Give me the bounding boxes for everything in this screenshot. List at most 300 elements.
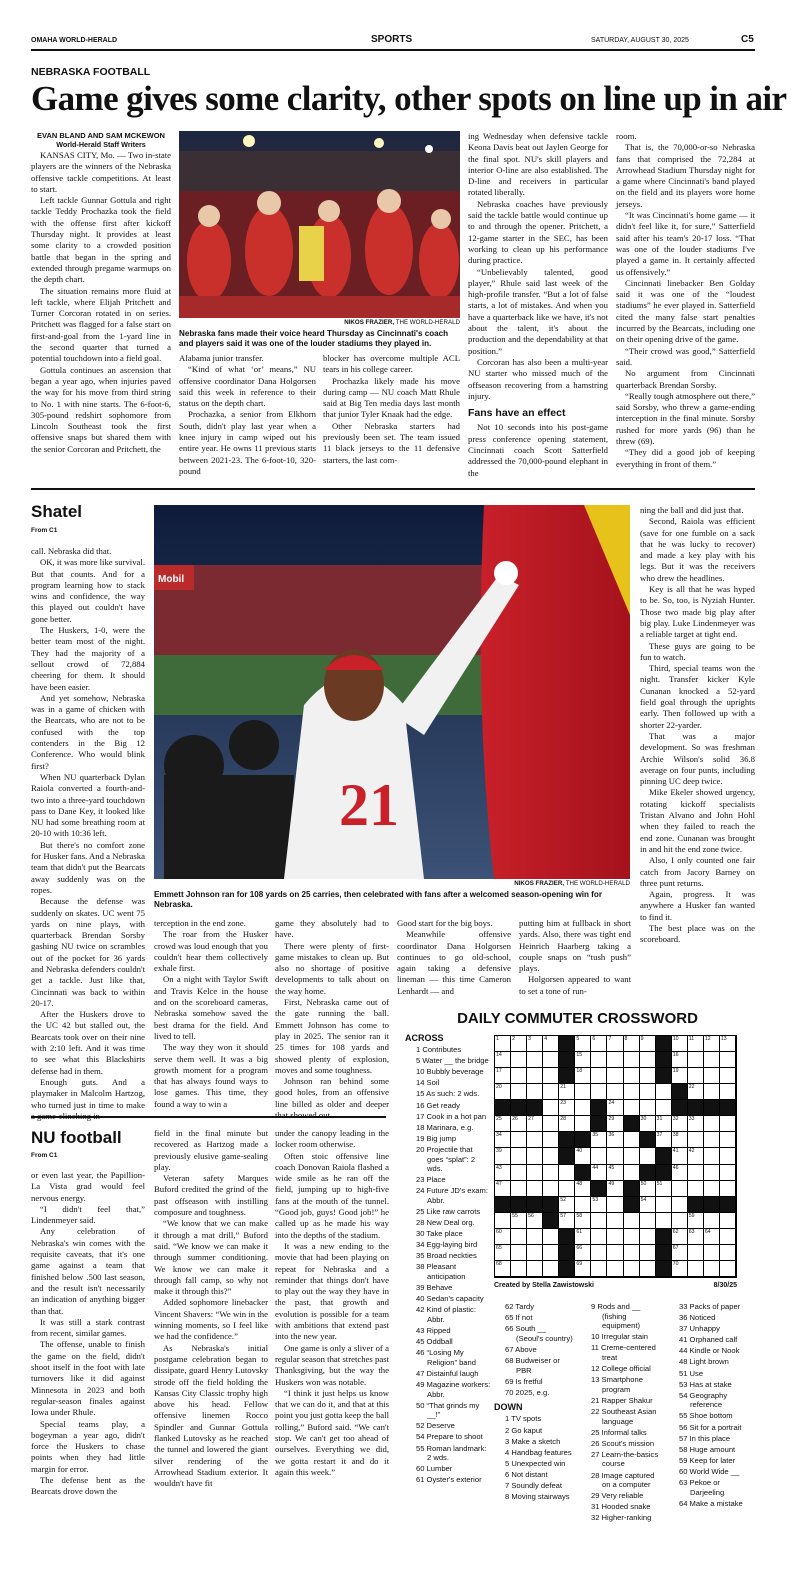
crossword-cell[interactable]: 14	[495, 1052, 511, 1068]
crossword-cell[interactable]: 16	[672, 1052, 688, 1068]
crossword-cell[interactable]	[640, 1245, 656, 1261]
crossword-cell[interactable]	[543, 1132, 559, 1148]
crossword-cell[interactable]	[624, 1100, 640, 1116]
crossword-cell[interactable]: 54	[640, 1197, 656, 1213]
crossword-cell[interactable]: 18	[575, 1068, 591, 1084]
crossword-black-square	[559, 1132, 575, 1148]
crossword-cell[interactable]	[543, 1181, 559, 1197]
crossword-cell[interactable]: 11	[688, 1036, 704, 1052]
crossword-cell[interactable]	[704, 1213, 720, 1229]
crossword-cell[interactable]	[720, 1116, 736, 1132]
crossword-cell[interactable]	[720, 1068, 736, 1084]
crossword-cell[interactable]	[720, 1084, 736, 1100]
crossword-black-square	[656, 1245, 672, 1261]
top-photo-credit: NIKOS FRAZIER, THE WORLD-HERALD	[344, 319, 460, 326]
crossword-black-square	[559, 1261, 575, 1277]
down-clue: 28 Image captured on a computer	[591, 1470, 655, 1490]
down-clue: 11 Creme-centered treat	[591, 1343, 656, 1362]
crossword-cell[interactable]: 56	[527, 1213, 543, 1229]
crossword-black-square	[559, 1229, 575, 1245]
crossword-cell[interactable]	[511, 1261, 527, 1277]
crossword-down-clues-2	[580, 1302, 664, 1572]
down-clue: 36 Noticed	[679, 1313, 716, 1323]
crossword-cell[interactable]	[704, 1068, 720, 1084]
crossword-cell[interactable]	[527, 1068, 543, 1084]
crossword-black-square	[575, 1132, 591, 1148]
crossword-cell[interactable]	[704, 1165, 720, 1181]
crossword-black-square	[591, 1116, 607, 1132]
shatel-column-5: putting him at fullback in short yards. Also, there was tight end Heinrich Haarberg taking a couple snaps on “tush push” plays. Holgorsen appeared to want to set a tone of run-	[519, 918, 631, 996]
crossword-cell[interactable]	[575, 1197, 591, 1213]
crossword-cell[interactable]: 60	[495, 1229, 511, 1245]
page-header	[31, 34, 755, 48]
crossword-cell[interactable]: 33	[688, 1116, 704, 1132]
crossword-cell[interactable]: 28	[559, 1116, 575, 1132]
crossword-cell[interactable]	[559, 1181, 575, 1197]
crossword-cell[interactable]: 63	[688, 1229, 704, 1245]
crossword-cell[interactable]	[672, 1181, 688, 1197]
crossword-black-square	[559, 1068, 575, 1084]
player-celebration-illustration	[154, 505, 630, 879]
across-clue: 68 Budweiser or PBR	[505, 1355, 560, 1375]
crossword-black-square	[704, 1100, 720, 1116]
crossword-cell[interactable]: 50	[640, 1181, 656, 1197]
crossword-cell[interactable]	[511, 1165, 527, 1181]
crossword-grid[interactable]	[494, 1035, 737, 1278]
crossword-cell[interactable]: 46	[672, 1165, 688, 1181]
crossword-cell[interactable]: 35	[591, 1132, 607, 1148]
shatel-photo-emmett-johnson	[154, 505, 630, 879]
crossword-cell[interactable]	[640, 1229, 656, 1245]
down-clue: 56 Sit for a portrait	[679, 1422, 742, 1432]
crossword-black-square	[640, 1165, 656, 1181]
crossword-cell[interactable]: 39	[495, 1148, 511, 1164]
crossword-cell[interactable]	[720, 1052, 736, 1068]
shatel-photo-caption: Emmett Johnson ran for 108 yards on 25 carries, then celebrated with fans after a welcomed season-opening win for Nebraska.	[154, 890, 602, 910]
crossword-cell[interactable]	[704, 1132, 720, 1148]
crossword-cell[interactable]: 20	[495, 1084, 511, 1100]
down-clue: 55 Shoe bottom	[679, 1411, 733, 1421]
crossword-cell[interactable]: 25	[495, 1116, 511, 1132]
crossword-cell[interactable]	[640, 1148, 656, 1164]
crossword-cell[interactable]: 40	[575, 1148, 591, 1164]
down-clue: 13 Smartphone program	[591, 1375, 643, 1394]
crossword-cell[interactable]	[704, 1116, 720, 1132]
crossword-cell[interactable]	[720, 1148, 736, 1164]
crossword-cell[interactable]	[624, 1229, 640, 1245]
crossword-black-square	[543, 1213, 559, 1229]
across-clue: 47 Distainful laugh	[416, 1368, 479, 1378]
crossword-cell[interactable]	[607, 1261, 623, 1277]
down-clue: 51 Use	[679, 1368, 704, 1378]
crossword-cell[interactable]	[495, 1213, 511, 1229]
crossword-cell[interactable]	[591, 1245, 607, 1261]
shatel-column-1: call. Nebraska did that. OK, it was more like survival. But that counts. And for a program learning how to stack wins and confidence, the way this played out couldn't have gone better. The Huskers, 1-0, were the better team most of the night. They had the majority of a sellout crowd of 72,884 cheering for them. It should have been easier. And yet somehow, Nebraska was in a game of chicken with the Bearcats, who are not to be confused with the top contenders in the Big 12 Conference. Who would blink first? When NU quarterback Dylan Raiola converted a fourth-and-two into a three-yard touchdown pass to Dane Key, it looked like NU had some breathing room at 20-10 with 10:36 left. But there's no comfort zone for Husker fans. And a Nebraska team that didn't put the Bearcats away suddenly was on the ropes. Because the defense was suddenly on skates. UC went 75 yards on nine plays, with quarterback Brendan Sorsby gashing NU twice on scrambles out of the pocket for 36 yards and Nebraska defenders couldn't get a tackle. Just like that, Cincinnati was back to within 20-17. After the Huskers drove to the UC 42 but stalled out, the Bearcats took over on their nine with 2:10 left. And it was time to see what this Blackshirts defense had in them. Enough guts. And a playmaker in Malcolm Hartzog, who turned just in time to make	[31, 546, 145, 1110]
across-clue: 15 As such: 2 wds.	[416, 1089, 480, 1099]
crossword-cell[interactable]: 27	[527, 1116, 543, 1132]
crossword-cell[interactable]	[575, 1100, 591, 1116]
crossword-cell[interactable]	[624, 1213, 640, 1229]
top-story-column-4: ing Wednesday when defensive tackle Keona Davis beat out Jaylen George for the final spot. NU's skill players and interior O-line are also established. The D-line and receivers in particular rotated liberally. Nebraska coaches have previously said the tackle battle would continue up to and through the opener. Pritchett, a 12-game starter in the SEC, has been working to clean up his performance during practice. “Unbelievably talented, good player,” Rhule said last week of the high-profile transfer. “But a lot of false starts, a lot of mistakes. And when you have a quarterback like we have, it's not about the talent, it's about the production and the dependability at that position.” Corcoran has also been a multi-year NU starter who missed much of the offseason recovering from a hamstring injury. Fans have an effect Not 10 seconds into his post-game press conference opening statement, Cincinnati coach Scott Satterfield addressed the 70,000-pound elephant in the	[468, 131, 608, 478]
across-clue: 34 Egg-laying bird	[416, 1240, 478, 1250]
crossword-cell[interactable]	[575, 1116, 591, 1132]
across-clue: 24 Future JD's exam: Abbr.	[416, 1186, 488, 1205]
crossword-cell[interactable]: 70	[672, 1261, 688, 1277]
jersey-number: 21	[339, 772, 399, 838]
crossword-cell[interactable]	[704, 1052, 720, 1068]
nufootball-column-1: or even last year, the Papillion-La Vista grad would feel nervous energy. “I didn't feel that,” Lindenmeyer said. Any celebration of Nebraska's win comes with the requisite caveats, that it's one game against a team that finished below .500 last season, and the result isn't necessarily an indication of anything bigger than that. It was still a stark contrast from recent, similar games. The offense, unable to finish the game on the field, didn't shoot itself in the foot with late turnovers like it did against Minnesota in 2023 and both regular-season finales against Iowa under Rhule. Special teams play, a bogeyman a year ago, didn't force the Huskers to chase points when they had little margin for error. The defense bent as the Bearcats drove down the	[31, 1170, 145, 1497]
across-clue: 60 Lumber	[416, 1464, 453, 1474]
crossword-cell[interactable]	[543, 1245, 559, 1261]
crossword-cell[interactable]: 22	[688, 1084, 704, 1100]
down-clue: 25 Informal talks	[591, 1427, 647, 1437]
crossword-cell[interactable]	[704, 1245, 720, 1261]
crossword-cell[interactable]: 17	[495, 1068, 511, 1084]
crossword-black-square	[559, 1245, 575, 1261]
crossword-cell[interactable]	[607, 1213, 623, 1229]
crossword-across-clues-continued	[494, 1302, 574, 1572]
crossword-cell[interactable]: 52	[559, 1197, 575, 1213]
crossword-cell[interactable]: 8	[624, 1036, 640, 1052]
crossword-cell[interactable]	[527, 1261, 543, 1277]
down-clue: 12 College official	[591, 1364, 651, 1374]
crossword-cell[interactable]	[640, 1084, 656, 1100]
crossword-cell[interactable]: 59	[688, 1213, 704, 1229]
crossword-cell[interactable]	[624, 1245, 640, 1261]
crossword-cell[interactable]: 67	[672, 1245, 688, 1261]
crossword-black-square	[640, 1132, 656, 1148]
crossword-cell[interactable]	[511, 1132, 527, 1148]
down-clue: 44 Kindle or Nook	[679, 1346, 740, 1356]
crossword-cell[interactable]	[688, 1132, 704, 1148]
crossword-cell[interactable]	[607, 1084, 623, 1100]
crossword-black-square	[495, 1100, 511, 1116]
crossword-black-square	[624, 1116, 640, 1132]
crossword-cell[interactable]	[511, 1245, 527, 1261]
crossword-cell[interactable]	[543, 1116, 559, 1132]
crossword-cell[interactable]	[591, 1068, 607, 1084]
across-clue: 49 Magazine workers: Abbr.	[416, 1380, 491, 1399]
across-clue: 30 Take place	[416, 1229, 463, 1239]
crossword-cell[interactable]	[624, 1165, 640, 1181]
crossword-cell[interactable]	[591, 1261, 607, 1277]
down-label: DOWN	[494, 1402, 523, 1413]
crossword-cell[interactable]	[624, 1052, 640, 1068]
down-clue: 57 In this place	[679, 1433, 731, 1443]
crossword-cell[interactable]	[543, 1052, 559, 1068]
crossword-black-square	[543, 1197, 559, 1213]
crossword-cell[interactable]	[607, 1245, 623, 1261]
crossword-cell[interactable]	[672, 1213, 688, 1229]
crossword-cell[interactable]	[704, 1084, 720, 1100]
top-headline: Game gives some clarity, other spots on line up in air	[31, 79, 787, 118]
crossword-cell[interactable]	[543, 1261, 559, 1277]
crossword-cell[interactable]	[511, 1068, 527, 1084]
across-clue: 62 Tardy	[505, 1302, 534, 1311]
crossword-cell[interactable]: 13	[720, 1036, 736, 1052]
down-clue: 58 Huge amount	[679, 1444, 736, 1454]
crossword-cell[interactable]: 66	[575, 1245, 591, 1261]
crossword-cell[interactable]	[704, 1261, 720, 1277]
crossword-cell[interactable]: 47	[495, 1181, 511, 1197]
across-clue: 20 Projectile that goes “splat”: 2 wds.	[416, 1144, 476, 1174]
crossword-cell[interactable]	[656, 1213, 672, 1229]
header-page-number: C5	[741, 34, 754, 45]
across-clue: 43 Ripped	[416, 1326, 451, 1336]
crossword-black-square	[672, 1100, 688, 1116]
crossword-cell[interactable]: 9	[640, 1036, 656, 1052]
down-clue: 31 Hooded snake	[591, 1502, 651, 1512]
crossword-cell[interactable]	[624, 1261, 640, 1277]
crossword-cell[interactable]	[591, 1148, 607, 1164]
crossword-cell[interactable]	[543, 1148, 559, 1164]
crossword-black-square	[575, 1165, 591, 1181]
crossword-cell[interactable]	[720, 1181, 736, 1197]
across-clue: 38 Pleasant anticipation	[416, 1262, 466, 1282]
crossword-cell[interactable]	[624, 1084, 640, 1100]
crossword-cell[interactable]: 57	[559, 1213, 575, 1229]
crossword-cell[interactable]	[511, 1229, 527, 1245]
crossword-cell[interactable]: 29	[607, 1116, 623, 1132]
down-clue: 26 Scout's mission	[591, 1438, 655, 1448]
across-clue: 46 “Losing My Religion” band	[416, 1348, 476, 1367]
crossword-cell[interactable]	[607, 1068, 623, 1084]
crossword-cell[interactable]: 41	[672, 1148, 688, 1164]
crossword-cell[interactable]: 53	[591, 1197, 607, 1213]
crossword-cell[interactable]: 15	[575, 1052, 591, 1068]
crossword-cell[interactable]	[527, 1181, 543, 1197]
crossword-cell[interactable]	[575, 1084, 591, 1100]
crossword-cell[interactable]: 32	[672, 1116, 688, 1132]
crossword-cell[interactable]	[591, 1213, 607, 1229]
crossword-cell[interactable]	[688, 1068, 704, 1084]
crossword-cell[interactable]: 21	[559, 1084, 575, 1100]
crossword-cell[interactable]	[720, 1165, 736, 1181]
crossword-cell[interactable]	[607, 1229, 623, 1245]
across-clue: 5 Water __ the bridge	[416, 1056, 489, 1066]
crossword-cell[interactable]: 1	[495, 1036, 511, 1052]
across-clue: 16 Get ready	[416, 1100, 460, 1110]
crossword-cell[interactable]: 37	[656, 1132, 672, 1148]
crossword-black-square	[591, 1100, 607, 1116]
crossword-cell[interactable]: 3	[527, 1036, 543, 1052]
crossword-cell[interactable]	[543, 1229, 559, 1245]
crossword-cell[interactable]: 61	[575, 1229, 591, 1245]
crossword-across-clues	[405, 1032, 491, 1485]
crossword-cell[interactable]	[527, 1229, 543, 1245]
crossword-cell[interactable]: 23	[559, 1100, 575, 1116]
crossword-black-square	[591, 1181, 607, 1197]
crossword-cell[interactable]: 55	[511, 1213, 527, 1229]
crossword-black-square	[656, 1052, 672, 1068]
down-clue: 48 Light brown	[679, 1357, 729, 1367]
top-photo-fans	[179, 131, 460, 318]
crossword-cell[interactable]: 49	[607, 1181, 623, 1197]
crossword-cell[interactable]	[591, 1052, 607, 1068]
crossword-cell[interactable]	[511, 1148, 527, 1164]
crossword-cell[interactable]	[543, 1100, 559, 1116]
crossword-cell[interactable]: 65	[495, 1245, 511, 1261]
crossword-cell[interactable]: 45	[607, 1165, 623, 1181]
crossword-black-square	[720, 1197, 736, 1213]
crossword-cell[interactable]: 10	[672, 1036, 688, 1052]
top-story-column-1: KANSAS CITY, Mo. — Two in-state players are the winners of the Nebraska offensive tackle competitions. At least to start. Left tackle Gunnar Gottula and right tackle Teddy Prochazka took the field with the offense first after kickoff Thursday night. It provides at least some clarity to a crowded position battle that began in the spring and extended through pregame warmups on the depth chart. The situation remains more fluid at left tackle, where Elijah Pritchett and Turner Corcoran rotated in on series. Pritchett was flagged for a false start on first-and-goal from the 1-yard line in the second quarter that turned a potential touchdown into a field goal. Gottula continues an ascension that began a year ago, when injuries paved the way for his move from third string to No. 1 with nine starts. The 6-foot-6, 305-pound redshirt sophomore from Lincoln Southeast took the first offensive snaps but shared them with the senior Corcoran and Pritchett, the	[31, 150, 171, 454]
crossword-cell[interactable]	[720, 1213, 736, 1229]
down-clue: 4 Handbag features	[505, 1447, 572, 1457]
crossword-cell[interactable]: 62	[672, 1229, 688, 1245]
crossword-cell[interactable]	[688, 1165, 704, 1181]
crossword-cell[interactable]	[607, 1052, 623, 1068]
nufootball-title: NU football	[31, 1128, 122, 1147]
across-clue: 28 New Deal org.	[416, 1218, 475, 1228]
across-clue: 19 Big jump	[416, 1133, 457, 1143]
across-clue: 35 Broad neckties	[416, 1251, 477, 1261]
crossword-cell[interactable]: 4	[543, 1036, 559, 1052]
crossword-cell[interactable]	[720, 1245, 736, 1261]
crossword-cell[interactable]: 19	[672, 1068, 688, 1084]
crossword-cell[interactable]: 24	[607, 1100, 623, 1116]
shatel-title: Shatel	[31, 502, 83, 521]
crossword-cell[interactable]	[543, 1084, 559, 1100]
crossword-cell[interactable]	[527, 1148, 543, 1164]
down-clue: 33 Packs of paper	[679, 1302, 741, 1311]
crossword-cell[interactable]	[543, 1165, 559, 1181]
across-clue: 69 Is fretful	[505, 1376, 543, 1386]
crossword-cell[interactable]	[511, 1052, 527, 1068]
down-clue: 1 TV spots	[505, 1414, 542, 1424]
across-clue: 55 Roman landmark: 2 wds.	[416, 1443, 487, 1463]
shatel-column-4: Good start for the big boys. Meanwhile offensive coordinator Dana Holgorsen continues to go old-school, again taking a defensive lineman — this time Cameron Lenhardt — and	[397, 918, 511, 996]
crossword-cell[interactable]: 44	[591, 1165, 607, 1181]
crossword-cell[interactable]	[640, 1052, 656, 1068]
crossword-cell[interactable]: 31	[656, 1116, 672, 1132]
down-clue: 59 Keep for later	[679, 1455, 736, 1465]
crossword-cell[interactable]: 51	[656, 1181, 672, 1197]
crossword-cell[interactable]	[607, 1148, 623, 1164]
crossword-cell[interactable]: 30	[640, 1116, 656, 1132]
crossword-cell[interactable]	[688, 1245, 704, 1261]
crossword-cell[interactable]	[640, 1213, 656, 1229]
crossword-cell[interactable]: 36	[607, 1132, 623, 1148]
across-label: ACROSS	[405, 1033, 444, 1043]
crossword-cell[interactable]	[688, 1052, 704, 1068]
crossword-cell[interactable]: 68	[495, 1261, 511, 1277]
crossword-cell[interactable]	[527, 1132, 543, 1148]
down-clue: 53 Has at stake	[679, 1379, 732, 1389]
crossword-cell[interactable]	[511, 1084, 527, 1100]
crossword-cell[interactable]	[656, 1197, 672, 1213]
crossword-cell[interactable]	[720, 1229, 736, 1245]
down-clue: 29 Very reliable	[591, 1491, 644, 1501]
crossword-black-square	[656, 1229, 672, 1245]
crossword-cell[interactable]	[656, 1084, 672, 1100]
crossword-cell[interactable]	[720, 1261, 736, 1277]
crossword-cell[interactable]: 43	[495, 1165, 511, 1181]
crossword-cell[interactable]	[656, 1100, 672, 1116]
crossword-cell[interactable]	[511, 1181, 527, 1197]
across-clue: 54 Prepare to shoot	[416, 1432, 483, 1442]
crossword-cell[interactable]	[591, 1084, 607, 1100]
across-clue: 45 Oddball	[416, 1337, 453, 1347]
crossword-cell[interactable]: 26	[511, 1116, 527, 1132]
crossword-cell[interactable]	[640, 1068, 656, 1084]
crossword-cell[interactable]	[640, 1100, 656, 1116]
nufootball-from: From C1	[31, 1152, 58, 1159]
crossword-cell[interactable]	[591, 1229, 607, 1245]
across-clue: 23 Place	[416, 1175, 446, 1185]
down-clue: 32 Higher-ranking	[591, 1513, 652, 1523]
down-clue: 60 World Wide __	[679, 1466, 740, 1476]
crossword-cell[interactable]: 5	[575, 1036, 591, 1052]
down-clue: 5 Unexpected win	[505, 1458, 566, 1468]
nufootball-rule	[31, 1116, 386, 1118]
crossword-cell[interactable]	[720, 1132, 736, 1148]
crossword-cell[interactable]: 34	[495, 1132, 511, 1148]
down-clue: 10 Irregular stain	[591, 1332, 648, 1342]
crossword-cell[interactable]	[559, 1165, 575, 1181]
nufootball-column-2: field in the final minute but recovered as Hartzog made a previously elusive game-sealing play. Veteran safety Marques Buford credited the grind of the past offseason with instilling composure and toughness. “We know that we can make it through a mat drill,” Buford said. “We know we can make it through summer conditioning. We know we can make it through fall camp, so why not make it through this?” Added sophomore linebacker Vincent Shavers: “We win in the winning moments, so I feel like we had the confidence.” As Nebraska's initial postgame celebration began to dissipate, guard Henry Lutovsky strode off the field holding the Kansas City Classic trophy high above his head. Fellow offensive linemen Rocco Spindler and Gunnar Gottula flanked Lutovsky as he reached the tunnel and lowered the giant silver rendering of the Arrowhead Stadium exterior. It wouldn't have fit	[154, 1128, 268, 1489]
crossword-cell[interactable]	[688, 1261, 704, 1277]
crossword-cell[interactable]	[624, 1132, 640, 1148]
down-clue: 3 Make a sketch	[505, 1436, 561, 1446]
across-clue: 65 If not	[505, 1313, 533, 1323]
crossword-cell[interactable]	[607, 1197, 623, 1213]
crossword-cell[interactable]: 42	[688, 1148, 704, 1164]
crossword-cell[interactable]	[527, 1165, 543, 1181]
crossword-cell[interactable]	[624, 1068, 640, 1084]
crossword-cell[interactable]: 12	[704, 1036, 720, 1052]
crossword-down-clues-3	[668, 1302, 756, 1572]
crossword-cell[interactable]	[688, 1181, 704, 1197]
crossword-cell[interactable]	[527, 1245, 543, 1261]
crossword-cell[interactable]: 7	[607, 1036, 623, 1052]
header-paper-name: OMAHA WORLD-HERALD	[31, 37, 118, 44]
crossword-black-square	[672, 1084, 688, 1100]
crossword-cell[interactable]: 48	[575, 1181, 591, 1197]
crossword-black-square	[656, 1068, 672, 1084]
crossword-cell[interactable]: 38	[672, 1132, 688, 1148]
down-clue: 7 Soundly defeat	[505, 1481, 562, 1490]
crossword-cell[interactable]	[672, 1197, 688, 1213]
nufootball-column-3: under the canopy leading in the locker room otherwise. Often stoic offensive line coach Donovan Raiola flashed a wide smile as he ran off the field, jumping up to high-five fans at the mouth of the tunnel. “Good job, guys! Good job!” he called up as he made his way into the depths of the stadium. It was a new ending to the movie that had been playing on repeat for Nebraska and a reminder that things don't have to play out the way they have in the past, that growth and evolution is possible for a team with ambitions that extend past into the new year. One game is only a sliver of a regular season that stretches past Thanksgiving, but the way the Huskers won was notable. “I think it just helps us know that we can do it, and that at this point you just gotta keep the ball rolling,” Buford said. “We can't stop. We can't get too ahead of ourselves. Everything we did, we gotta restart it and do it again this week.”	[275, 1128, 389, 1477]
across-clue: 39 Behave	[416, 1283, 453, 1293]
crossword-cell[interactable]: 58	[575, 1213, 591, 1229]
crossword-black-square	[720, 1100, 736, 1116]
across-clue: 17 Cook in a hot pan	[416, 1111, 487, 1121]
shatel-photo-credit: NIKOS FRAZIER, THE WORLD-HERALD	[514, 880, 630, 887]
down-clue: 41 Orphaned calf	[679, 1335, 738, 1345]
down-clue: 37 Unhappy	[679, 1324, 720, 1334]
down-clue: 21 Rapper Shakur	[591, 1395, 653, 1405]
crossword-cell[interactable]	[624, 1148, 640, 1164]
header-date: SATURDAY, AUGUST 30, 2025	[591, 37, 689, 44]
crossword-cell[interactable]	[704, 1181, 720, 1197]
across-clue: 14 Soil	[416, 1078, 440, 1088]
crossword-cell[interactable]: 69	[575, 1261, 591, 1277]
crossword-cell[interactable]	[527, 1084, 543, 1100]
crossword-cell[interactable]: 2	[511, 1036, 527, 1052]
byline	[31, 131, 171, 149]
crossword-cell[interactable]	[543, 1068, 559, 1084]
shatel-column-3: game they absolutely had to have. There were plenty of first-game mistakes to clean up. But also no shortage of positive developments to talk about on the way home. First, Nebraska came out of the gate running the ball. Emmett Johnson has come to play in 2025. The senior ran it 25 times for 108 yards and showed plenty of explosion, moves and some toughness. Johnson ran behind some good holes, from an offensive line billed as older and deeper	[275, 918, 389, 1109]
crossword-cell[interactable]	[640, 1261, 656, 1277]
crossword-cell[interactable]: 64	[704, 1229, 720, 1245]
crossword-cell[interactable]: 6	[591, 1036, 607, 1052]
crossword-cell[interactable]	[527, 1052, 543, 1068]
across-clue: 18 Marinara, e.g.	[416, 1122, 474, 1132]
crossword-cell[interactable]	[704, 1148, 720, 1164]
crossword-black-square	[527, 1100, 543, 1116]
